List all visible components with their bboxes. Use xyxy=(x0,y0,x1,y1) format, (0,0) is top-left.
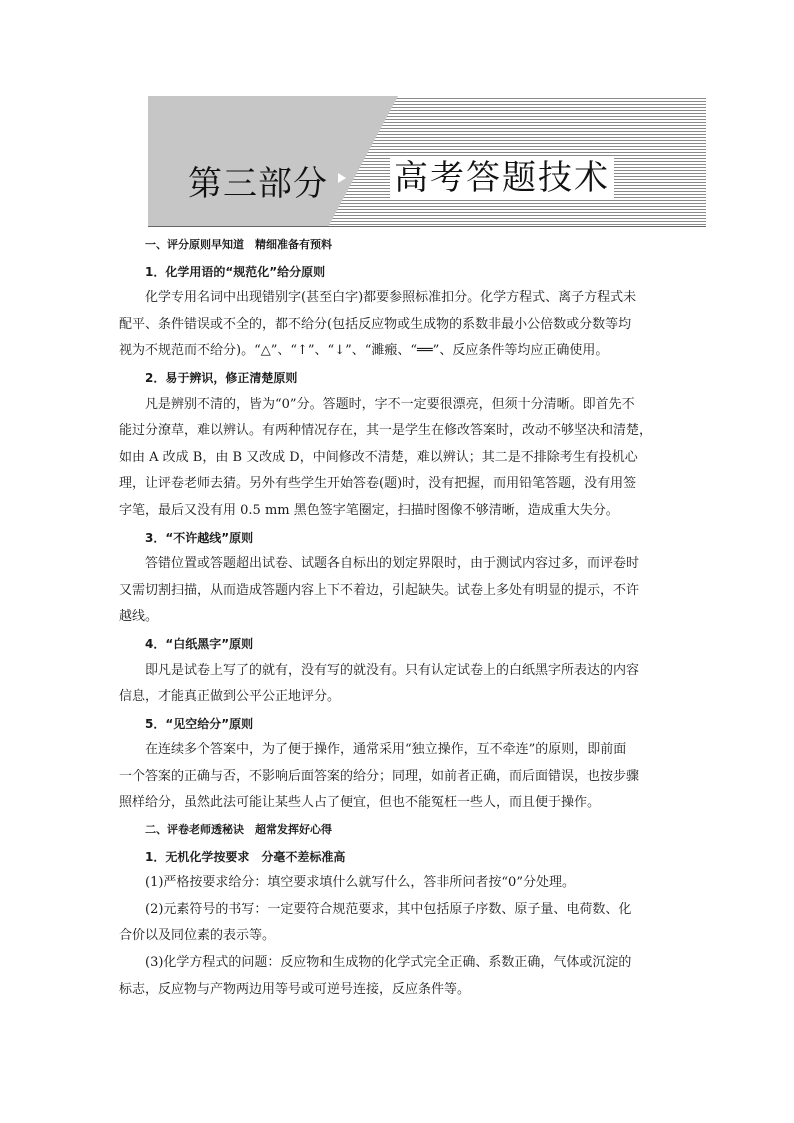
text-line: 4．“白纸黑字”原则 xyxy=(145,636,254,651)
part-label: 第三部分 xyxy=(188,164,328,204)
text-line: 2．易于辨识，修正清楚原则 xyxy=(145,370,298,385)
text-line: 3．“不许越线”原则 xyxy=(145,530,254,545)
text-line: 合价以及同位素的表示等。 xyxy=(119,928,276,944)
text-line: 照样给分，虽然此法可能让某些人占了便宜，但也不能冤枉一些人，而且便于操作。 xyxy=(119,795,601,811)
text-line: 化学专用名词中出现错别字(甚至白字)都要参照标准扣分。化学方程式、离子方程式未 xyxy=(145,290,637,306)
text-line: 越线。 xyxy=(119,609,159,625)
text-line: (3)化学方程式的问题：反应物和生成物的化学式完全正确、系数正确，气体或沉淀的 xyxy=(145,955,632,971)
text-line: 凡是辨别不清的，皆为“0”分。答题时，字不一定要很漂亮，但须十分清晰。即首先不 xyxy=(145,396,635,412)
text-line: 配平、条件错误或不全的，都不给分(包括反应物或生成物的系数非最小公倍数或分数等均 xyxy=(119,316,632,332)
text-line: 一个答案的正确与否，不影响后面答案的给分；同理，如前者正确，而后面错误，也按步骤 xyxy=(119,768,640,784)
banner-divider xyxy=(148,226,706,227)
text-line: 5．“见空给分”原则 xyxy=(145,716,254,731)
arrow-right-icon xyxy=(338,173,346,183)
text-line: 能过分潦草，难以辨认。有两种情况存在，其一是学生在修改答案时，改动不够坚决和清楚， xyxy=(119,423,653,439)
text-line: 字笔，最后又没有用 0.5 mm 黑色签字笔圈定，扫描时图像不够清晰，造成重大失分。 xyxy=(119,502,619,518)
text-line: 答错位置或答题超出试卷、试题各自标出的划定界限时，由于测试内容过多，而评卷时 xyxy=(145,556,640,572)
text-line: 二、评卷老师透秘诀 超常发挥好心得 xyxy=(145,823,332,837)
section-banner xyxy=(148,96,706,227)
text-line: 如由 A 改成 B，由 B 又改成 D，中间修改不清楚，难以辨认；其二是不排除考生有投机心 xyxy=(119,449,638,465)
text-line: 理，让评卷老师去猜。另外有些学生开始答卷(题)时，没有把握，而用铅笔答题，没有用签 xyxy=(119,476,637,492)
text-line: 在连续多个答案中，为了便于操作，通常采用“独立操作，互不牵连”的原则，即前面 xyxy=(145,742,627,758)
text-line: 即凡是试卷上写了的就有，没有写的就没有。只有认定试卷上的白纸黑字所表达的内容 xyxy=(145,662,640,678)
text-line: 视为不规范而不给分)。“△”、“↑”、“↓”、“濉瘢、“══”、反应条件等均应正确使用。 xyxy=(119,343,609,359)
text-line: 1．无机化学按要求 分毫不差标准高 xyxy=(145,849,346,864)
text-line: 又需切割扫描，从而造成答题内容上下不着边，引起缺失。试卷上多处有明显的提示，不许 xyxy=(119,582,640,598)
text-line: 1．化学用语的“规范化”给分原则 xyxy=(145,264,326,279)
part-title: 高考答题技术 xyxy=(390,156,614,200)
text-line: 信息，才能真正做到公平公正地评分。 xyxy=(119,689,341,705)
text-line: 标志，反应物与产物两边用等号或可逆号连接，反应条件等。 xyxy=(119,981,471,997)
text-line: 一、评分原则早知道 精细准备有预料 xyxy=(145,238,332,251)
document-body xyxy=(119,232,679,1003)
text-line: (1)严格按要求给分：填空要求填什么就写什么，答非所问者按“0”分处理。 xyxy=(145,875,575,891)
text-line: (2)元素符号的书写：一定要符合规范要求，其中包括原子序数、原子量、电荷数、化 xyxy=(145,901,632,917)
